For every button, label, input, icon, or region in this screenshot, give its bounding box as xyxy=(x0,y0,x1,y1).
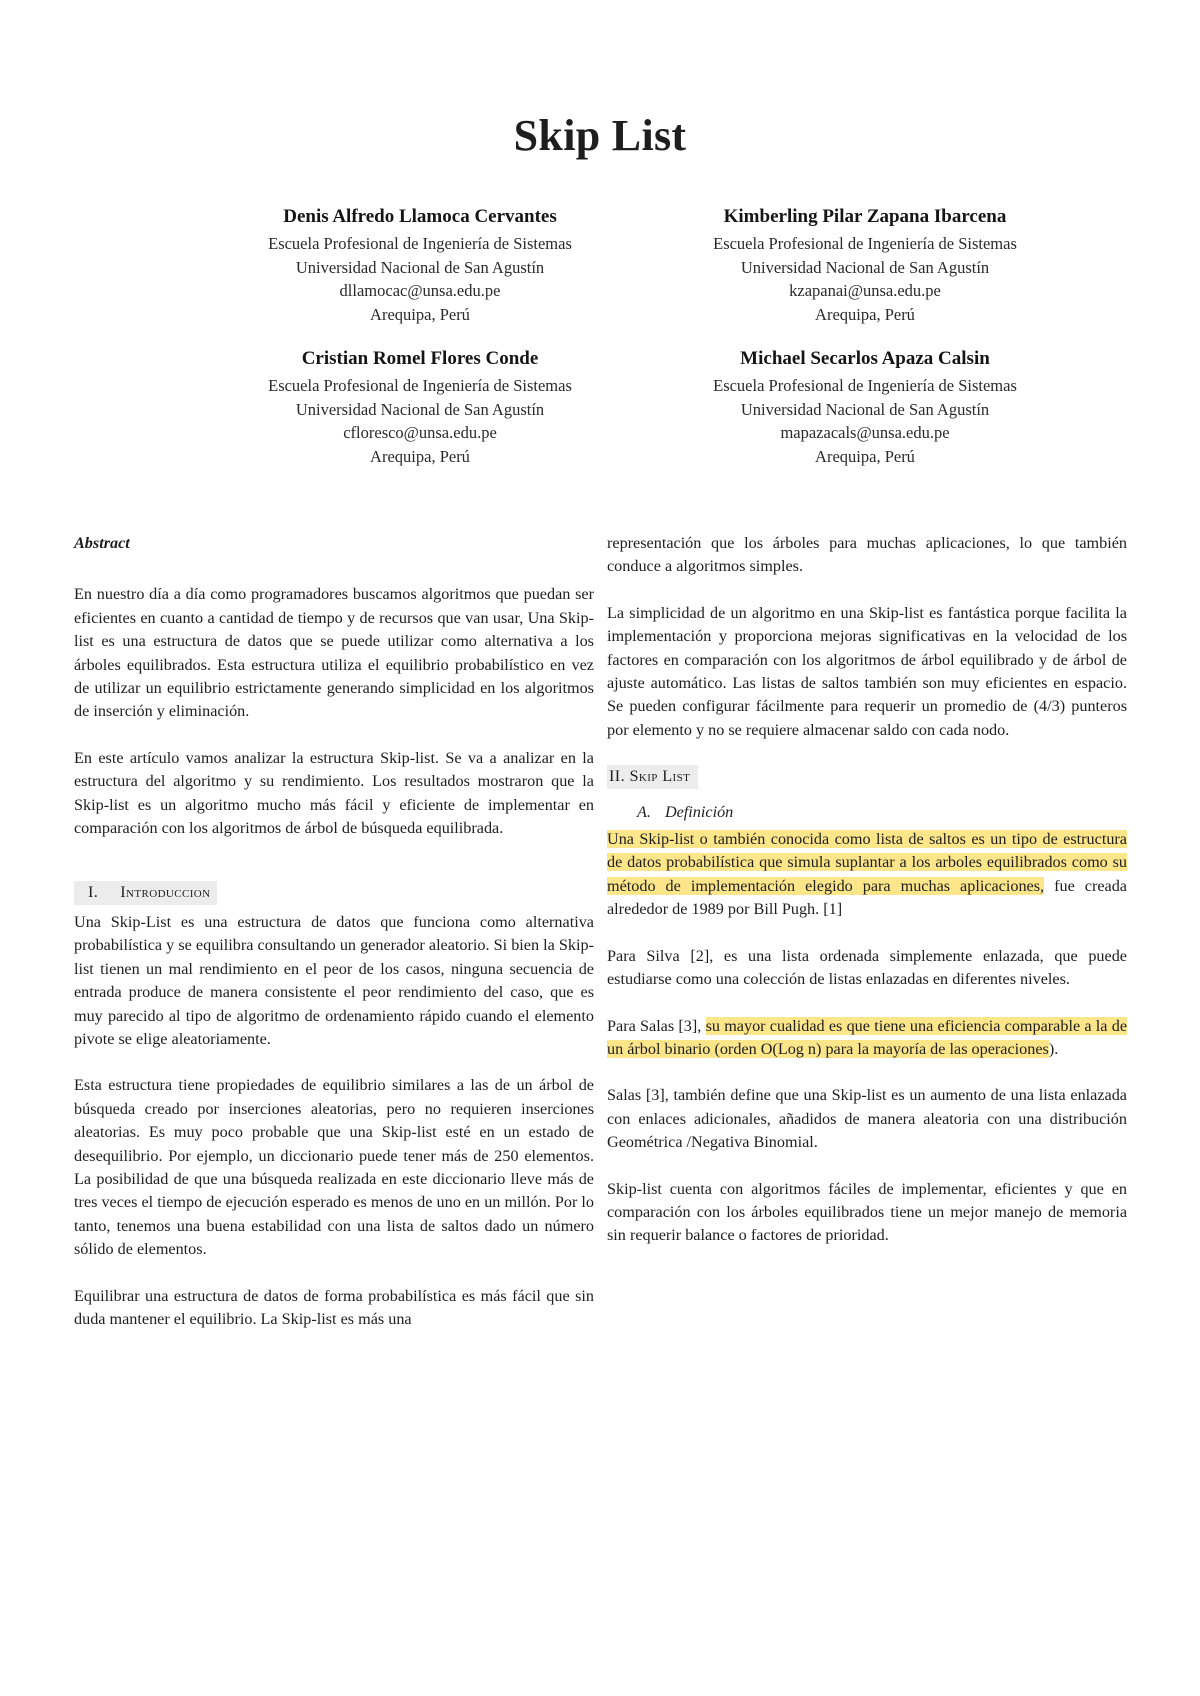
section-number: I. xyxy=(88,883,99,902)
author-city: Arequipa, Perú xyxy=(815,304,915,324)
highlighted-text: Una Skip-list o también conocida como lista de saltos es un tipo de estructura de datos probabilística que simula suplantar a los arboles equilibrados como su método de implementación elegido para muchas aplicaciones, xyxy=(607,830,1127,895)
plain-text: ). xyxy=(1048,1039,1059,1058)
author-city: Arequipa, Perú xyxy=(370,304,470,324)
definition-paragraph-5: Skip-list cuenta con algoritmos fáciles de implementar, eficientes y que en comparación con los árboles equilibrados tiene un mejor manejo de memoria sin requerir balance o factores de prioridad. xyxy=(607,1179,1127,1245)
section-title: Introduccion xyxy=(120,883,211,902)
author-name: Michael Secarlos Apaza Calsin xyxy=(740,348,990,369)
plain-text: fue creada alrededor de 1989 por Bill Pugh. [1] xyxy=(607,876,1127,919)
subsection-number: A. xyxy=(637,802,651,821)
author-university: Universidad Nacional de San Agustín xyxy=(740,257,990,277)
left-column xyxy=(74,532,594,1354)
author-city: Arequipa, Perú xyxy=(815,446,915,466)
intro-paragraph-2: Esta estructura tiene propiedades de equilibrio similares a las de un árbol de búsqueda creado por inserciones aleatorias, pero no requieren inserciones aleatorias. Es muy poco probable que una Skip-list esté en un estado de desequilibrio. Por ejemplo, un diccionario puede tener más de 250 elementos. La posibilidad de que una búsqueda realizada en este diccionario lleve más de tres veces el tiempo de ejecución esperado es menos de uno en un millón. Por lo tanto, tenemos una buena estabilidad con una lista de saltos dado un número sólido de elementos. xyxy=(74,1076,594,1259)
abstract-heading: Abstract xyxy=(74,534,130,552)
paper-title: Skip List xyxy=(513,111,687,160)
author-university: Universidad Nacional de San Agustín xyxy=(740,399,990,419)
author-email: dllamocac@unsa.edu.pe xyxy=(339,281,501,300)
definition-paragraph-1 xyxy=(607,828,1127,922)
author-name: Denis Alfredo Llamoca Cervantes xyxy=(283,206,557,227)
section-heading-skip-list xyxy=(607,765,698,788)
author-block-2 xyxy=(635,202,1095,326)
author-school: Escuela Profesional de Ingeniería de Sistemas xyxy=(713,234,1017,253)
author-block-1 xyxy=(190,202,650,326)
author-university: Universidad Nacional de San Agustín xyxy=(295,257,545,277)
plain-text: Para Salas [3], xyxy=(607,1016,706,1035)
section-title: Skip List xyxy=(629,767,691,786)
author-email: kzapanai@unsa.edu.pe xyxy=(789,281,941,300)
author-city: Arequipa, Perú xyxy=(370,446,470,466)
intro-paragraph-3-continued: representación que los árboles para muchas aplicaciones, lo que también conduce a algoritmos simples. xyxy=(607,534,1127,576)
author-name: Cristian Romel Flores Conde xyxy=(301,348,539,369)
abstract-paragraph-1: En nuestro día a día como programadores buscamos algoritmos que puedan ser eficientes en cuanto a cantidad de tiempo y de recursos que van usar, Una Skip-list es una estructura de datos que se puede utilizar como alternativa a los árboles equilibrados. Esta estructura utiliza el equilibrio probabilístico en vez de utilizar un equilibrio estrictamente generando simplicidad en los algoritmos de inserción y eliminación. xyxy=(74,585,594,721)
abstract-paragraph-2: En este artículo vamos analizar la estructura Skip-list. Se va a analizar en la estructura del algoritmo y su rendimiento. Los resultados mostraron que la Skip-list es un algoritmo mucho más fácil y eficiente de implementar en comparación con los algoritmos de árbol de búsqueda equilibrada. xyxy=(74,748,594,838)
highlighted-text: su mayor cualidad es que tiene una eficiencia comparable a la de un árbol binario (orden O(Log n) para la mayoría de las operaciones xyxy=(607,1016,1128,1058)
author-email: cfloresco@unsa.edu.pe xyxy=(343,423,497,442)
author-school: Escuela Profesional de Ingeniería de Sistemas xyxy=(268,376,572,395)
subsection-heading-definicion xyxy=(637,801,1127,824)
author-block-4 xyxy=(635,344,1095,468)
author-name: Kimberling Pilar Zapana Ibarcena xyxy=(723,206,1007,227)
right-column xyxy=(607,532,1127,1271)
intro-paragraph-4: La simplicidad de un algoritmo en una Skip-list es fantástica porque facilita la implementación y proporciona mejoras significativas en la velocidad de los factores en comparación con los algoritmos de árbol equilibrado y de árbol de ajuste automático. Las listas de saltos también son muy eficientes en espacio. Se pueden configurar fácilmente para requerir un promedio de (4/3) punteros por elemento y no se requiere almacenar saldo con cada nodo. xyxy=(607,603,1127,739)
author-block-3 xyxy=(190,344,650,468)
intro-paragraph-1: Una Skip-List es una estructura de datos que funciona como alternativa probabilística y se equilibra consultando un generador aleatorio. Si bien la Skip-list tienen un mal rendimiento en el peor de los casos, ninguna secuencia de entrada produce de manera consistente el peor rendimiento del caso, que es muy parecido al tipo de algoritmo de ordenamiento rápido cuando el elemento pivote se elige aleatoriamente. xyxy=(74,912,594,1048)
author-school: Escuela Profesional de Ingeniería de Sistemas xyxy=(268,234,572,253)
section-number: II. xyxy=(609,767,626,786)
section-heading-introduccion xyxy=(74,881,217,904)
definition-paragraph-3 xyxy=(607,1015,1127,1062)
definition-paragraph-2: Para Silva [2], es una lista ordenada simplemente enlazada, que puede estudiarse como una colección de listas enlazadas en diferentes niveles. xyxy=(607,946,1127,989)
author-school: Escuela Profesional de Ingeniería de Sistemas xyxy=(713,376,1017,395)
author-university: Universidad Nacional de San Agustín xyxy=(295,399,545,419)
definition-paragraph-4: Salas [3], también define que una Skip-list es un aumento de una lista enlazada con enlaces adicionales, añadidos de manera aleatoria con una distribución Geométrica /Negativa Binomial. xyxy=(607,1086,1127,1152)
subsection-title: Definición xyxy=(664,802,734,821)
intro-paragraph-3: Equilibrar una estructura de datos de forma probabilística es más fácil que sin duda mantener el equilibrio. La Skip-list es más una xyxy=(74,1286,594,1328)
author-email: mapazacals@unsa.edu.pe xyxy=(780,423,950,442)
